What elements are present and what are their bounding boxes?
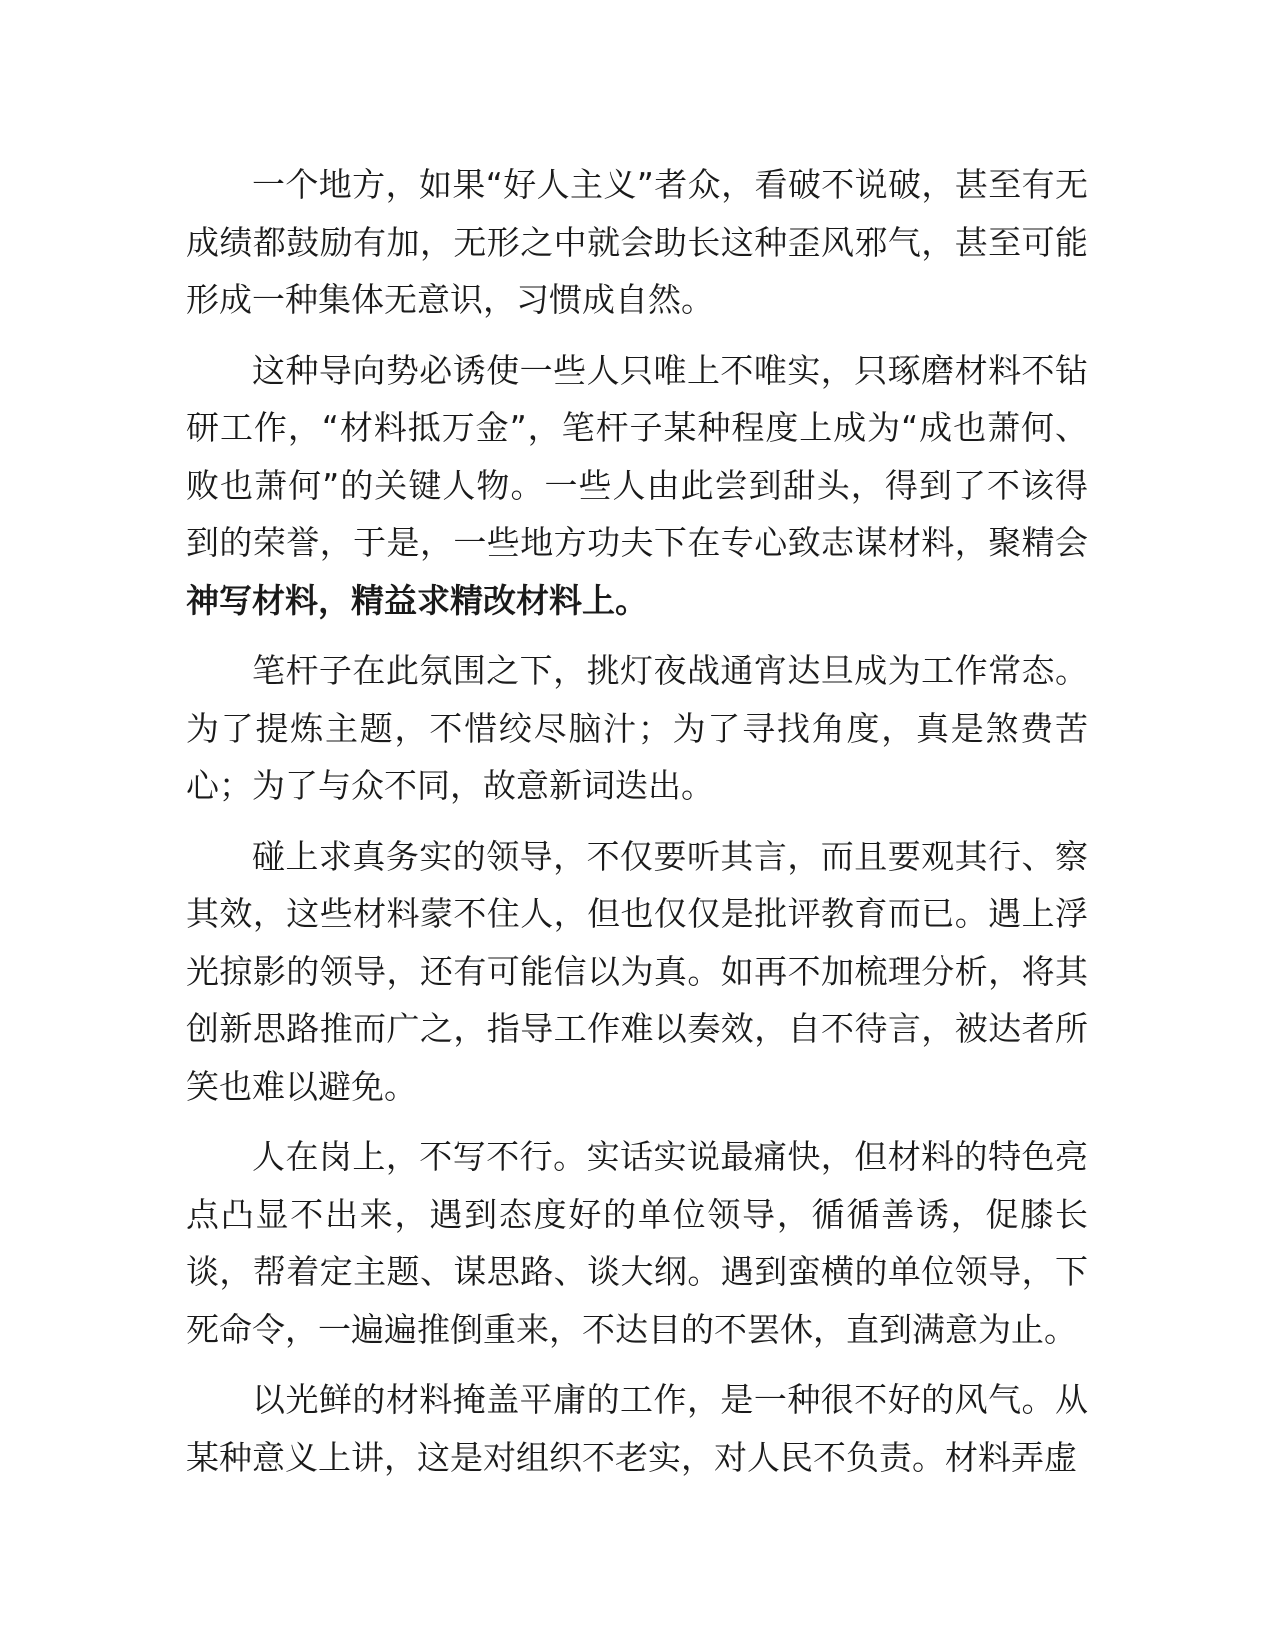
paragraph-4-text: 碰上求真务实的领导，不仅要听其言，而且要观其行、察其效，这些材料蒙不住人，但也仅仅是批评教育而已。遇上浮光掠影的领导，还有可能信以为真。如再不加梳理分析，将其创新思路推而广之，指导工作难以奏效，自不待言，被达者所笑也难以避免。 (186, 836, 1088, 1106)
paragraph-1 (186, 156, 1088, 329)
paragraph-1-text: 一个地方，如果“好人主义”者众，看破不说破，甚至有无成绩都鼓励有加，无形之中就会助长这种歪风邪气，甚至可能形成一种集体无意识，习惯成自然。 (186, 165, 1088, 319)
paragraph-3-text: 笔杆子在此氛围之下，挑灯夜战通宵达旦成为工作常态。为了提炼主题，不惜绞尽脑汁；为了寻找角度，真是煞费苦心；为了与众不同，故意新词迭出。 (186, 651, 1088, 805)
paragraph-6 (186, 1371, 1088, 1486)
paragraph-4 (186, 828, 1088, 1116)
paragraph-3 (186, 642, 1088, 815)
paragraph-2-bold-text: 神写材料，精益求精改材料上。 (186, 580, 648, 620)
document-body (186, 156, 1088, 1499)
paragraph-5-text: 人在岗上，不写不行。实话实说最痛快，但材料的特色亮点凸显不出来，遇到态度好的单位领导，循循善诱，促膝长谈，帮着定主题、谋思路、谈大纲。遇到蛮横的单位领导，下死命令，一遍遍推倒重来，不达目的不罢休，直到满意为止。 (186, 1137, 1088, 1349)
paragraph-2 (186, 342, 1088, 630)
paragraph-6-text: 以光鲜的材料掩盖平庸的工作，是一种很不好的风气。从某种意义上讲，这是对组织不老实，对人民不负责。材料弄虚 (186, 1380, 1088, 1477)
paragraph-2-text: 这种导向势必诱使一些人只唯上不唯实，只琢磨材料不钻研工作，“材料抵万金”，笔杆子某种程度上成为“成也萧何、败也萧何”的关键人物。一些人由此尝到甜头，得到了不该得到的荣誉，于是，一些地方功夫下在专心致志谋材料，聚精会 (186, 350, 1088, 562)
paragraph-5 (186, 1128, 1088, 1358)
